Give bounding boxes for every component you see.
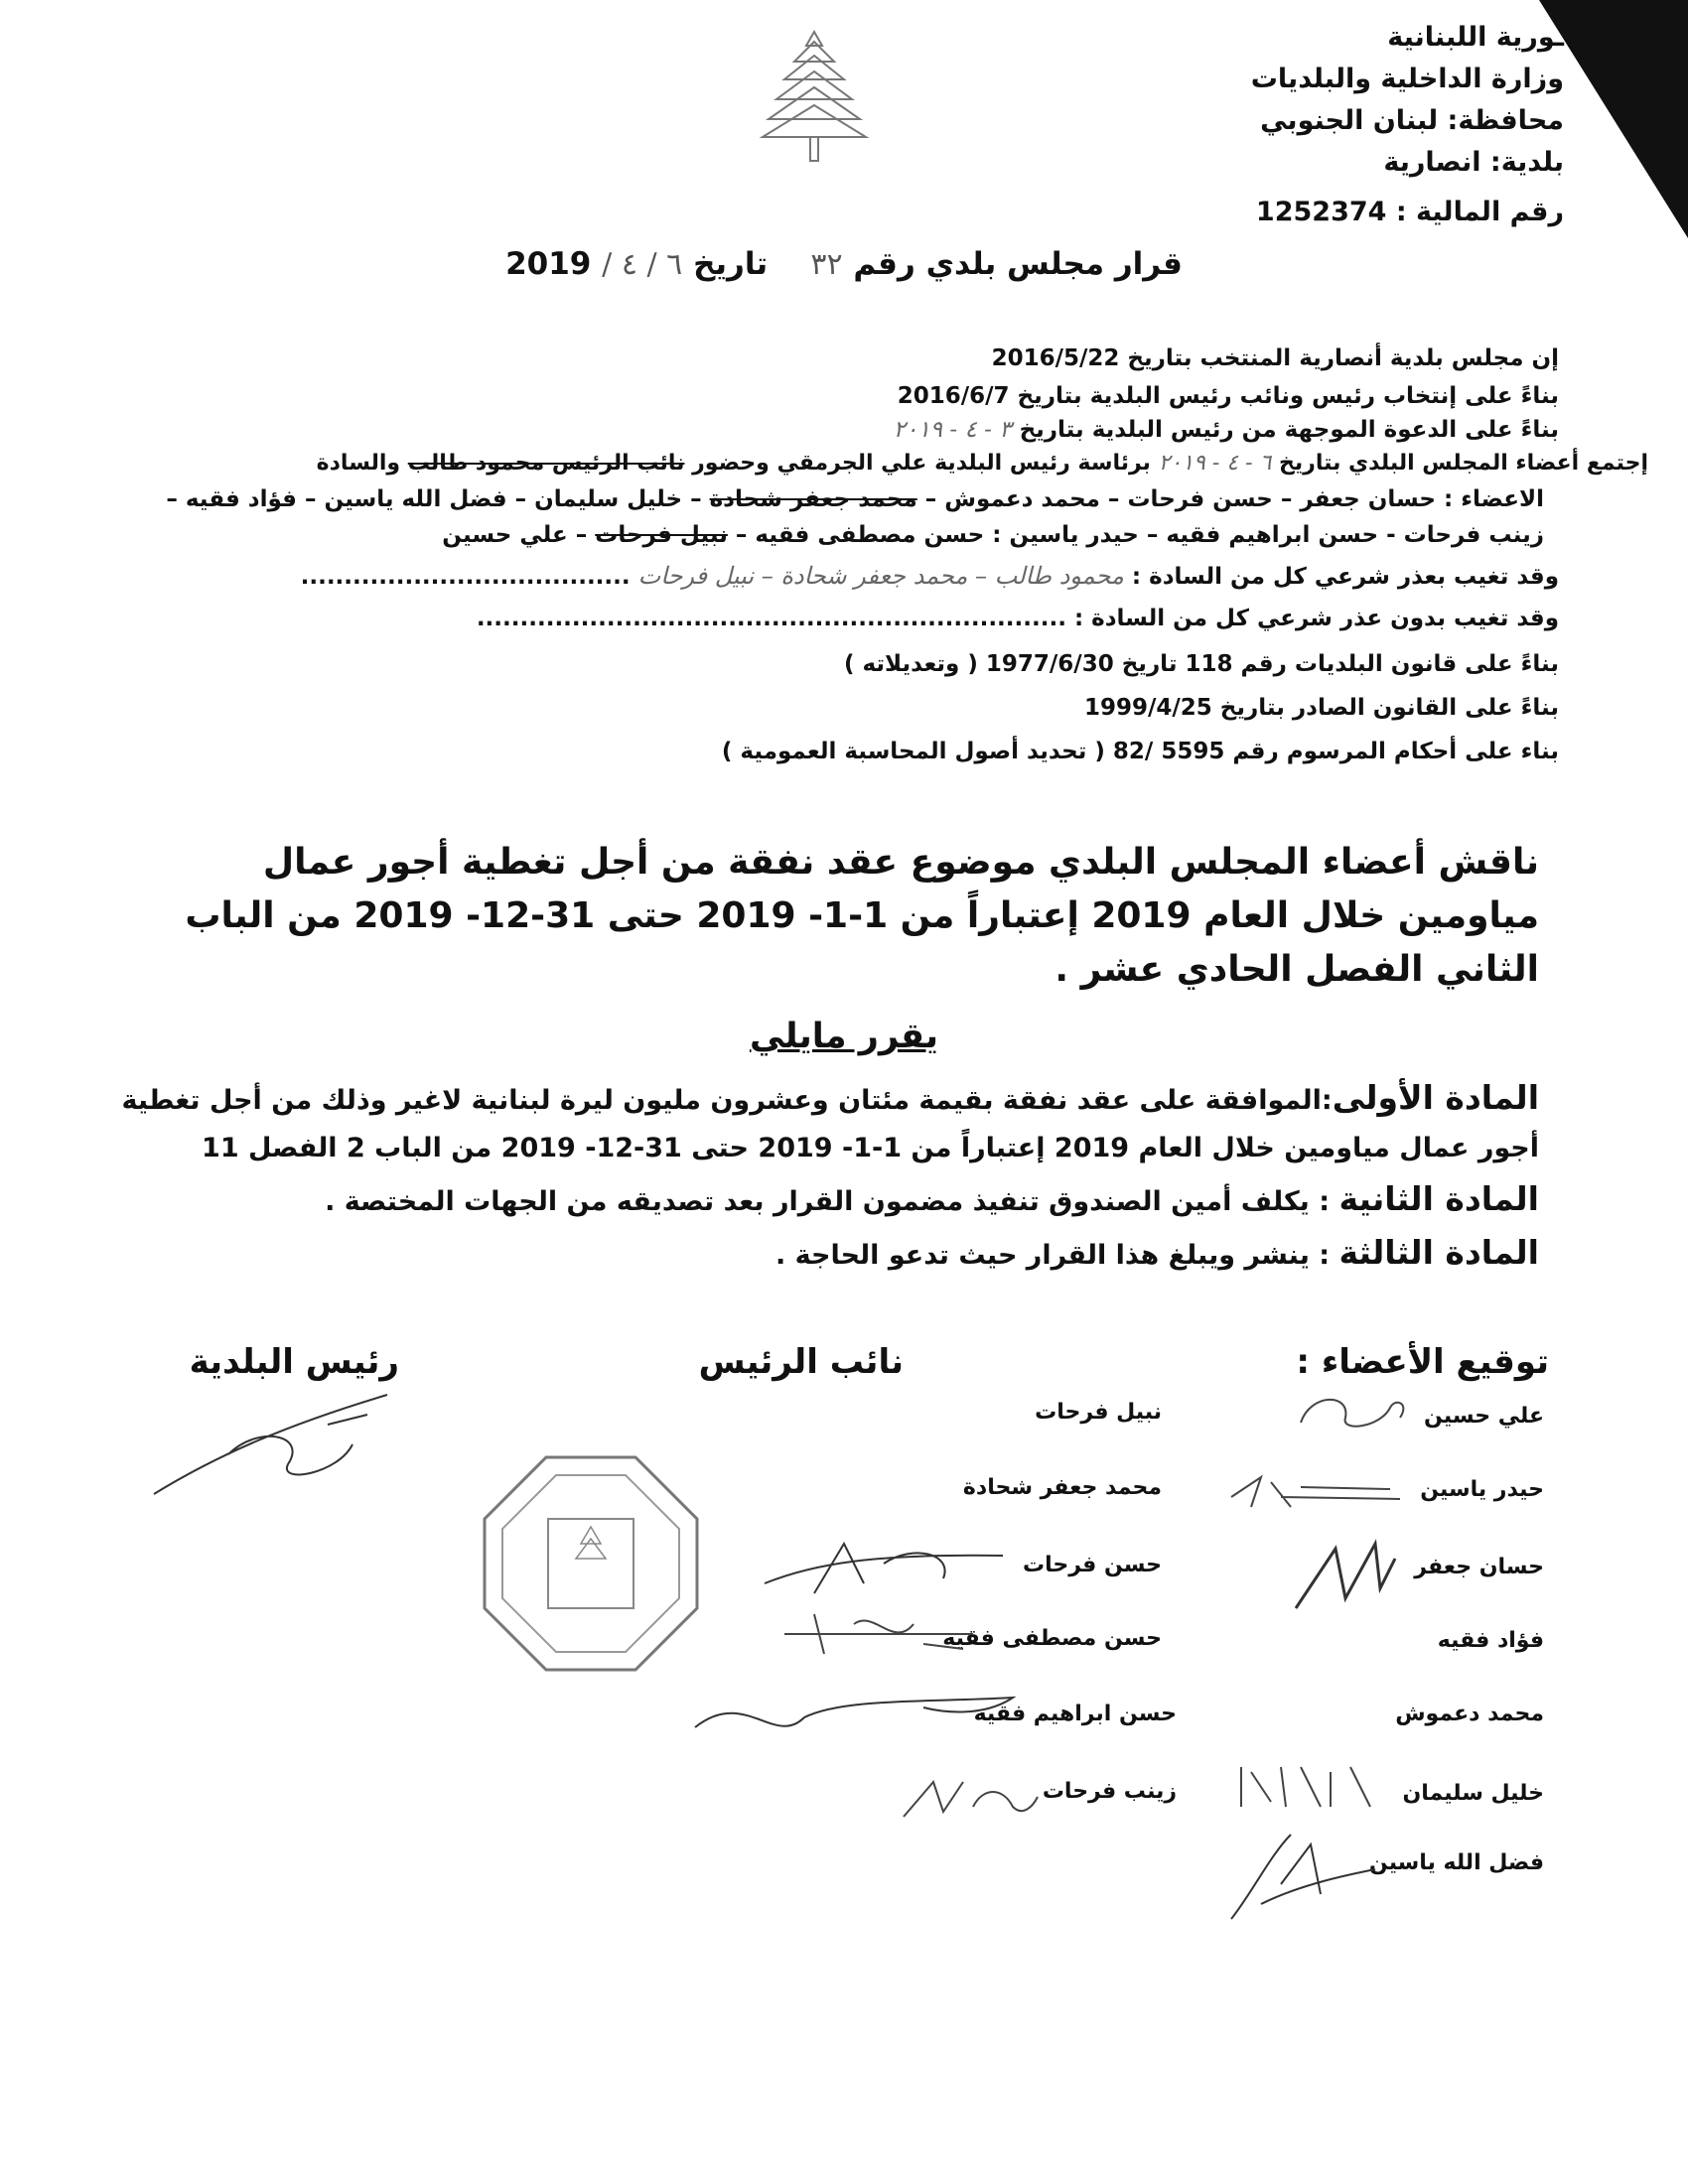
- signature-hassan-farhat: [755, 1534, 1013, 1603]
- preamble-line-5-struck-name: محمد جعفر شحادة: [709, 486, 917, 512]
- header-ministry: وزارة الداخلية والبلديات: [1250, 64, 1564, 94]
- preamble-line-5: [166, 486, 1544, 512]
- preamble-line-5-text-c: – خليل سليمان – فضل الله ياسين – فؤاد فقيه –: [166, 486, 702, 512]
- title-date-handwritten: ٦ / ٤ /: [602, 247, 683, 282]
- article-2-text: : يكلف أمين الصندوق تنفيذ مضمون القرار بعد تصديقه من الجهات المختصة .: [325, 1186, 1331, 1217]
- preamble-line-7-handwritten-absent: محمود طالب – محمد جعفر شحادة – نبيل فرحات: [637, 562, 1124, 590]
- preamble-line-7-text: وقد تغيب بعذر شرعي كل من السادة :: [1131, 564, 1559, 590]
- preamble-line-9: بناءً على قانون البلديات رقم 118 تاريخ 1977/6/30 ( وتعديلاته ): [843, 651, 1559, 677]
- header-municipality: بلدية: انصارية: [1383, 147, 1564, 178]
- preamble-line-4-struck-vice: نائب الرئيس محمود طالب: [407, 451, 685, 476]
- preamble-line-7-dots: ......................................: [300, 564, 631, 590]
- preamble-line-3: [894, 417, 1559, 443]
- member-name-r7: فضل الله ياسين: [1368, 1850, 1544, 1875]
- preamble-line-8: وقد تغيب بدون عذر شرعي كل من السادة : ....................................................................: [476, 606, 1559, 631]
- title-year: 2019: [505, 246, 592, 282]
- signature-haidar-yassin: [1221, 1467, 1410, 1517]
- member-name-m4: حسن مصطفى فقيه: [942, 1626, 1162, 1651]
- header-governorate: محافظة: لبنان الجنوبي: [1260, 105, 1564, 136]
- preamble-line-4-handwritten-date: ٦ - ٤ - ٢٠١٩: [1158, 451, 1272, 476]
- signature-mayor: [139, 1385, 407, 1504]
- article-2-label: المادة الثانية: [1338, 1179, 1539, 1218]
- preamble-line-4-text-e: والسادة: [316, 451, 401, 476]
- preamble-line-6-struck-name: نبيل فرحات: [595, 522, 728, 548]
- preamble-line-4-text-a: إجتمع أعضاء المجلس البلدي بتاريخ: [1279, 451, 1648, 476]
- signature-hassan-ibrahim-fakih: [685, 1678, 1023, 1757]
- member-name-r5: محمد دعموش: [1395, 1702, 1544, 1726]
- signature-ali-hussein: [1291, 1388, 1420, 1437]
- preamble-line-3-text: بناءً على الدعوة الموجهة من رئيس البلدية بتاريخ: [1019, 417, 1559, 443]
- preamble-line-1: إن مجلس بلدية أنصارية المنتخب بتاريخ 2016/5/22: [991, 345, 1559, 371]
- member-name-m5: حسن ابراهيم فقيه: [973, 1702, 1177, 1726]
- article-3-label: المادة الثالثة: [1338, 1233, 1539, 1272]
- preamble-line-11: بناء على أحكام المرسوم رقم 5595 /82 ( تحديد أصول المحاسبة العمومية ): [721, 739, 1559, 764]
- decides-heading: [0, 1017, 1688, 1056]
- signature-zeinab-farhat: [894, 1767, 1043, 1827]
- article-1: [119, 1074, 1539, 1172]
- preamble-line-6-text-c: – علي حسين: [442, 522, 588, 548]
- preamble-line-4-text-c: برئاسة رئيس البلدية علي الجرمقي وحضور: [692, 451, 1151, 476]
- title-prefix: قرار مجلس بلدي رقم: [853, 246, 1183, 282]
- title-number-handwritten: ٣٢: [810, 247, 843, 282]
- mayor-heading: رئيس البلدية: [189, 1342, 399, 1382]
- signature-hassan-mostafa-fakih: [774, 1604, 983, 1664]
- header-republic: ـورية اللبنانية: [1387, 22, 1564, 53]
- preamble-line-10: بناءً على القانون الصادر بتاريخ 1999/4/25: [1083, 695, 1559, 721]
- preamble-line-3-handwritten-date: ٣ - ٤ - ٢٠١٩: [893, 417, 1012, 443]
- cedar-emblem-icon: [755, 24, 874, 173]
- members-signature-heading: توقيع الأعضاء :: [1296, 1342, 1549, 1382]
- signature-khalil-suleiman: [1231, 1757, 1390, 1817]
- article-3-text: : ينشر ويبلغ هذا القرار حيث تدعو الحاجة .: [774, 1240, 1331, 1271]
- preamble-line-7: [301, 562, 1559, 590]
- title-date-label: تاريخ: [693, 246, 769, 282]
- member-name-m1: نبيل فرحات: [1035, 1400, 1162, 1425]
- header-finance-number: رقم المالية : 1252374: [1255, 197, 1564, 227]
- article-1-text: :الموافقة على عقد نفقة بقيمة مئتان وعشرون مليون ليرة لبنانية لاغير وذلك من أجل تغطية أجور عمال مياومين خلال العام 2019 إعتباراً من 1-1- 2019 حتى 31-12- 2019 من الباب 2 الفصل 11: [121, 1085, 1539, 1163]
- member-name-r2: حيدر ياسين: [1420, 1477, 1544, 1502]
- preamble-line-6-text-a: زينب فرحات - حسن ابراهيم فقيه – حيدر ياسين : حسن مصطفى فقيه –: [735, 522, 1544, 548]
- article-2: [119, 1175, 1539, 1226]
- member-name-r4: فؤاد فقيه: [1437, 1628, 1544, 1653]
- preamble-line-5-text-a: الاعضاء : حسان جعفر – حسن فرحات – محمد دعموش –: [924, 486, 1544, 512]
- decides-text: يقرر مايلي: [749, 1017, 939, 1056]
- article-1-label: المادة الأولى: [1332, 1078, 1539, 1117]
- decision-title: [0, 246, 1688, 282]
- member-name-m6: زينب فرحات: [1042, 1779, 1177, 1804]
- member-name-r6: خليل سليمان: [1402, 1781, 1544, 1806]
- preamble-line-4: [317, 451, 1648, 476]
- discussion-paragraph: ناقش أعضاء المجلس البلدي موضوع عقد نفقة من أجل تغطية أجور عمال مياومين خلال العام 2019 إعتباراً من 1-1- 2019 حتى 31-12- 2019 من الباب الثاني الفصل الحادي عشر .: [185, 842, 1539, 990]
- member-name-m3: حسن فرحات: [1022, 1553, 1162, 1577]
- preamble-line-2: بناءً على إنتخاب رئيس ونائب رئيس البلدية بتاريخ 2016/6/7: [897, 383, 1559, 409]
- municipality-stamp-icon: [477, 1449, 705, 1678]
- preamble-line-6: [442, 522, 1544, 548]
- member-name-r3: حسان جعفر: [1414, 1555, 1544, 1579]
- article-3: [119, 1229, 1539, 1280]
- member-name-m2: محمد جعفر شحادة: [962, 1475, 1162, 1500]
- signature-fadlallah-yassin: [1211, 1825, 1380, 1934]
- vice-president-heading: نائب الرئيس: [698, 1342, 904, 1382]
- signature-hassan-jaafar: [1276, 1529, 1405, 1618]
- member-name-r1: علي حسين: [1424, 1404, 1544, 1429]
